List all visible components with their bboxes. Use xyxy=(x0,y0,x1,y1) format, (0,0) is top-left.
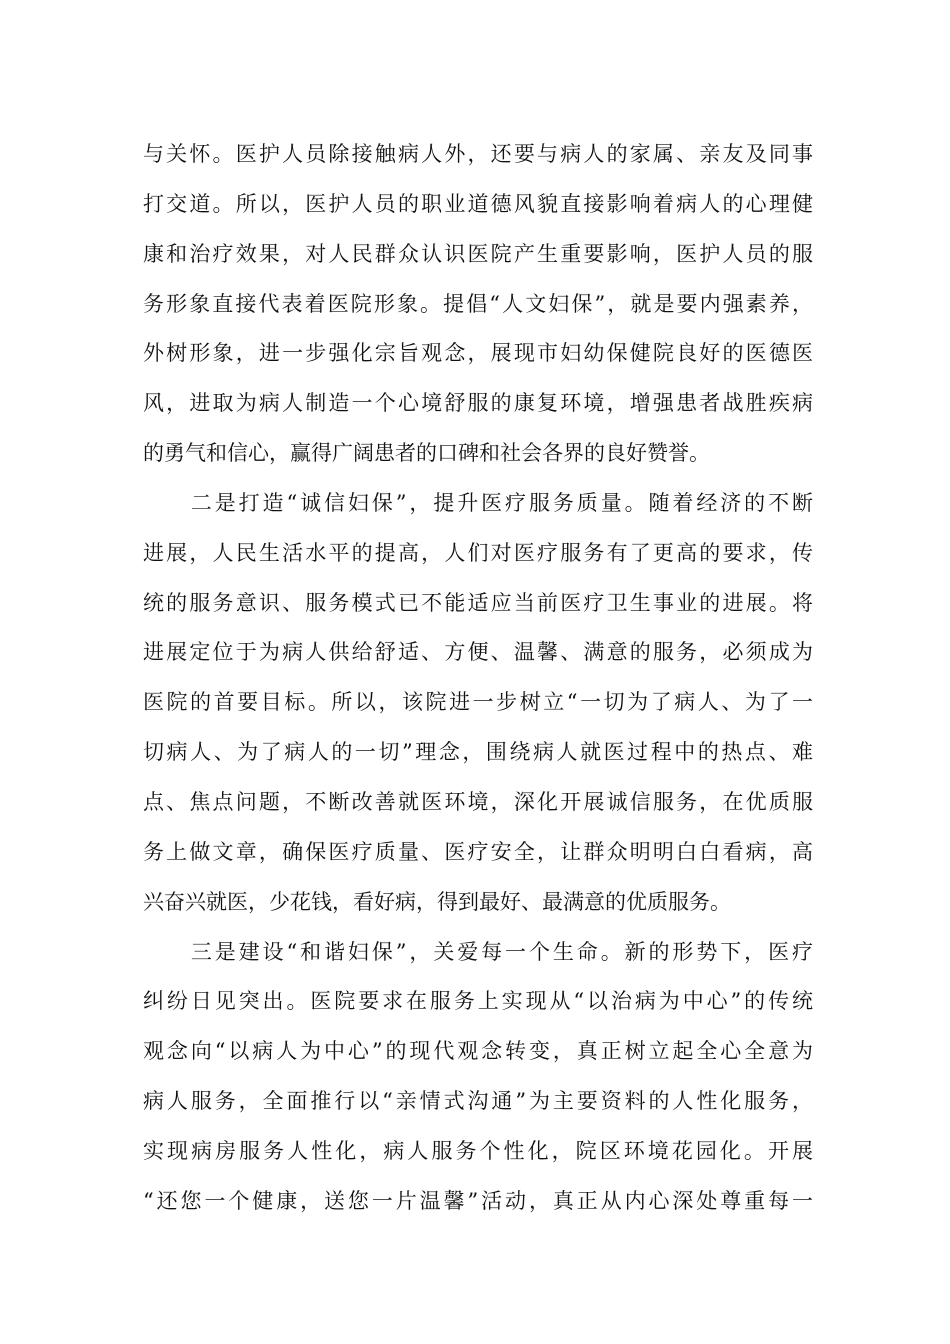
text-line: 三是建设“和谐妇保”，关爱每一个生命。新的形势下，医疗 xyxy=(143,939,813,964)
body-text xyxy=(143,130,813,1227)
text-line: 病人服务，全面推行以“亲情式沟通”为主要资料的人性化服务， xyxy=(143,1089,813,1114)
text-line: 二是打造“诚信妇保”，提升医疗服务质量。随着经济的不断 xyxy=(143,490,813,515)
text-line: 统的服务意识、服务模式已不能适应当前医疗卫生事业的进展。将 xyxy=(143,590,813,615)
text-line: 的勇气和信心，赢得广阔患者的口碑和社会各界的良好赞誉。 xyxy=(143,441,710,466)
text-line: 医院的首要目标。所以，该院进一步树立“一切为了病人、为了一 xyxy=(143,690,813,715)
text-line: 康和治疗效果，对人民群众认识医院产生重要影响，医护人员的服 xyxy=(143,241,813,266)
text-line: “还您一个健康，送您一片温馨”活动，真正从内心深处尊重每一 xyxy=(143,1188,813,1213)
text-line: 兴奋兴就医，少花钱，看好病，得到最好、最满意的优质服务。 xyxy=(143,889,731,914)
text-line: 纠纷日见突出。医院要求在服务上实现从“以治病为中心”的传统 xyxy=(143,989,813,1014)
text-line: 与关怀。医护人员除接触病人外，还要与病人的家属、亲友及同事 xyxy=(143,142,813,166)
text-line: 打交道。所以，医护人员的职业道德风貌直接影响着病人的心理健 xyxy=(143,191,813,216)
text-line: 进展，人民生活水平的提高，人们对医疗服务有了更高的要求，传 xyxy=(143,540,813,565)
text-line: 外树形象，进一步强化宗旨观念，展现市妇幼保健院良好的医德医 xyxy=(143,341,813,366)
text-line: 点、焦点问题，不断改善就医环境，深化开展诚信服务，在优质服 xyxy=(143,789,813,814)
text-line: 进展定位于为病人供给舒适、方便、温馨、满意的服务，必须成为 xyxy=(143,640,813,665)
text-line: 实现病房服务人性化，病人服务个性化，院区环境花园化。开展 xyxy=(143,1138,813,1163)
text-line: 切病人、为了病人的一切”理念，围绕病人就医过程中的热点、难 xyxy=(143,740,813,765)
text-line: 务上做文章，确保医疗质量、医疗安全，让群众明明白白看病，高 xyxy=(143,839,813,864)
text-line: 务形象直接代表着医院形象。提倡“人文妇保”，就是要内强素养， xyxy=(143,291,813,316)
text-line: 风，进取为病人制造一个心境舒服的康复环境，增强患者战胜疾病 xyxy=(143,391,813,416)
text-line: 观念向“以病人为中心”的现代观念转变，真正树立起全心全意为 xyxy=(143,1039,813,1064)
